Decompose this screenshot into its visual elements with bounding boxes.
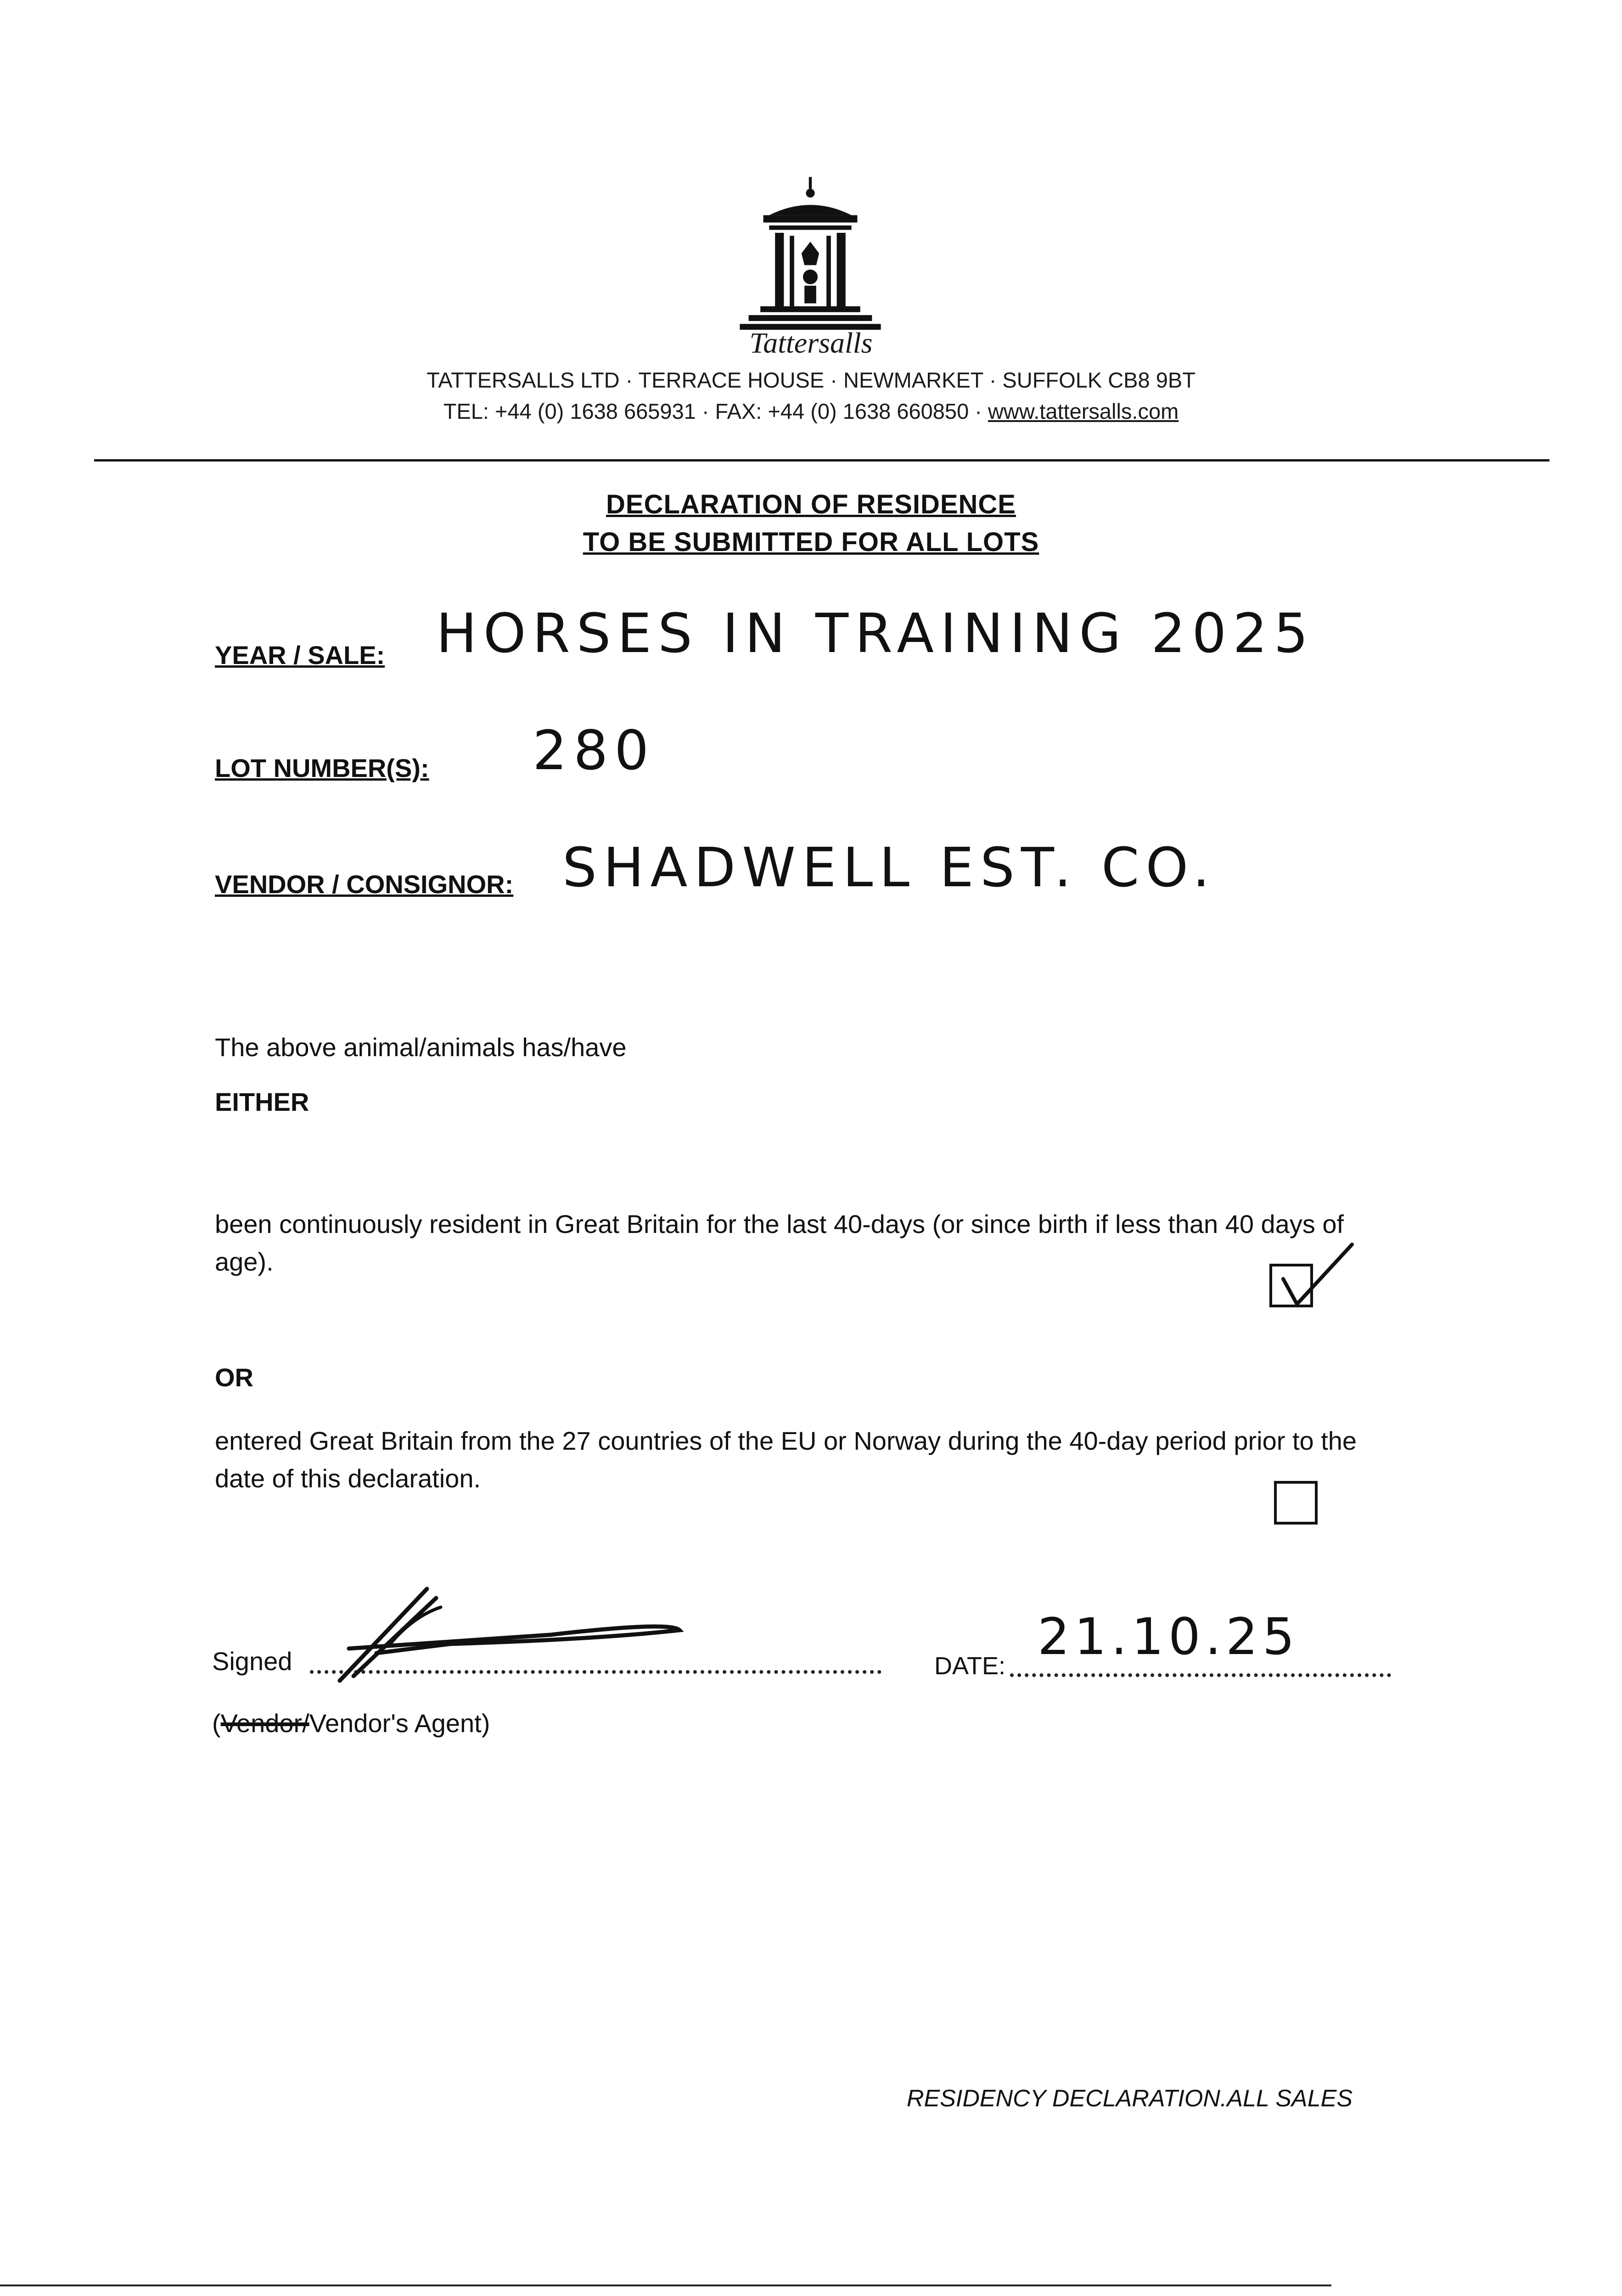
checkmark-icon xyxy=(1258,1235,1373,1322)
document-subtitle: TO BE SUBMITTED FOR ALL LOTS xyxy=(583,527,1039,557)
handwritten-signature xyxy=(321,1580,698,1694)
bottom-divider xyxy=(0,2285,1331,2286)
vendor-value: SHADWELL EST. CO. xyxy=(562,836,1216,899)
signed-label: Signed xyxy=(212,1647,292,1676)
option-eu-text: entered Great Britain from the 27 countries of the EU or Norway during the 40-day period prior to the date of this declaration. xyxy=(215,1426,1357,1493)
intro-text: The above animal/animals has/have xyxy=(215,1033,627,1062)
year-sale-value: HORSES IN TRAINING 2025 xyxy=(436,602,1315,665)
date-value: 21.10.25 xyxy=(1038,1607,1299,1666)
role-vendor-agent: Vendor's Agent) xyxy=(309,1709,490,1738)
tattersalls-logo-icon xyxy=(737,177,884,333)
date-label: DATE: xyxy=(934,1652,1006,1680)
option-eu-checkbox[interactable] xyxy=(1274,1481,1318,1525)
year-sale-label: YEAR / SALE: xyxy=(215,641,385,670)
option-resident-text: been continuously resident in Great Britain for the last 40-days (or since birth if less than 40 days of age). xyxy=(215,1210,1344,1276)
website-link[interactable]: www.tattersalls.com xyxy=(988,399,1179,423)
either-label: EITHER xyxy=(215,1087,309,1116)
vendor-label: VENDOR / CONSIGNOR: xyxy=(215,870,514,899)
role-struck-vendor: Vendor/ xyxy=(220,1709,309,1738)
role-open-paren: ( xyxy=(212,1709,221,1738)
footer-reference: RESIDENCY DECLARATION.ALL SALES xyxy=(907,2085,1353,2112)
or-label: OR xyxy=(215,1363,253,1392)
contact-numbers: TEL: +44 (0) 1638 665931 · FAX: +44 (0) 1638 660850 · xyxy=(443,399,988,423)
brand-name: Tattersalls xyxy=(749,326,873,359)
company-contact xyxy=(0,399,1622,424)
lot-number-value: 280 xyxy=(533,719,656,782)
company-address: TATTERSALLS LTD · TERRACE HOUSE · NEWMARKET · SUFFOLK CB8 9BT xyxy=(427,368,1195,392)
document-title: DECLARATION OF RESIDENCE xyxy=(606,490,1016,519)
lot-number-label: LOT NUMBER(S): xyxy=(215,754,429,782)
header-divider xyxy=(94,459,1549,461)
signer-role xyxy=(212,1708,490,1738)
